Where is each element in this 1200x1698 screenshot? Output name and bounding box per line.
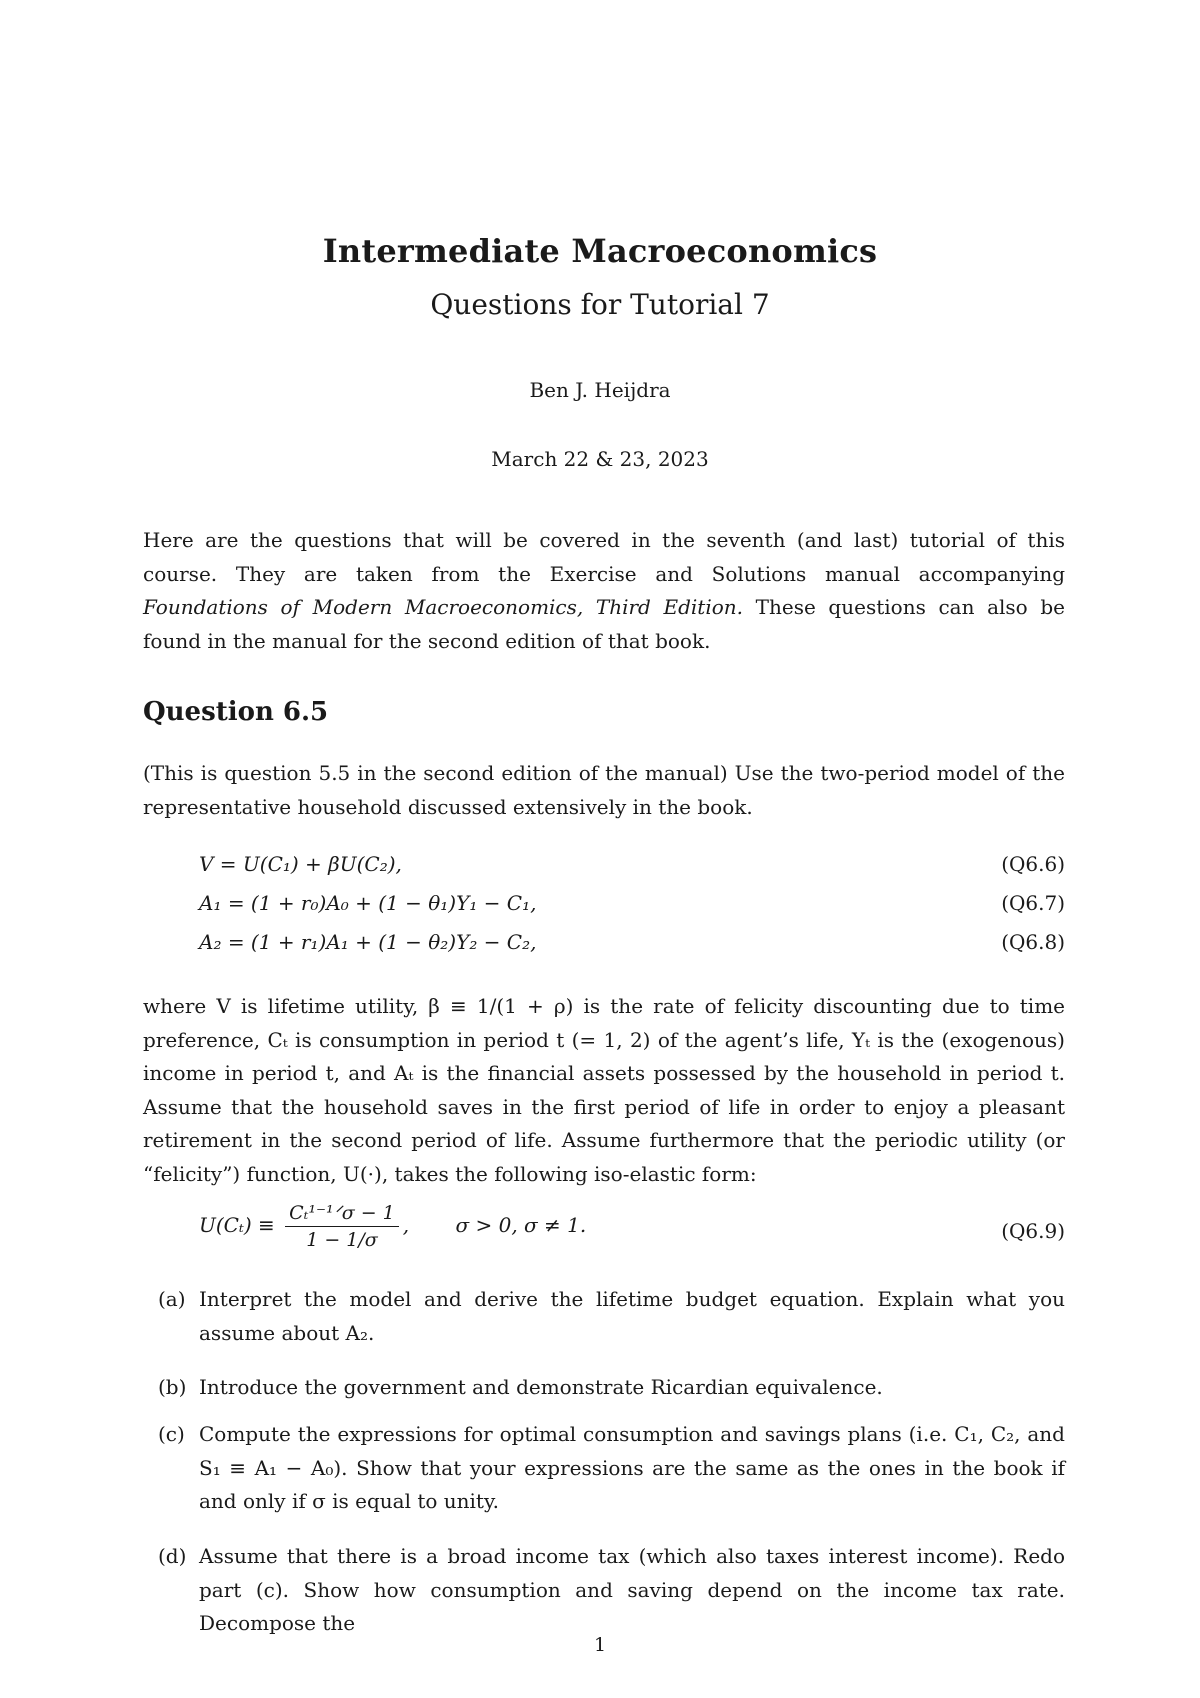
equation-q6-6: V = U(C₁) + βU(C₂),: [199, 852, 402, 876]
item-text: Introduce the government and demonstrate Ricardian equivalence.: [199, 1375, 883, 1399]
equation-number-q6-9: (Q6.9): [1001, 1219, 1065, 1243]
document-title: Intermediate Macroeconomics: [322, 232, 878, 270]
utility-denominator: 1 − 1/σ: [306, 1229, 378, 1251]
utility-comma: ,: [402, 1213, 410, 1237]
question-heading: Question 6.5: [143, 697, 329, 727]
page-number: 1: [593, 1634, 607, 1656]
item-label: (d): [158, 1544, 187, 1568]
intro-text-2: These questions can also be found in the manual for the second edition of that book.: [143, 595, 1065, 653]
equation-number-q6-6: (Q6.6): [1001, 852, 1065, 876]
utility-fraction: [285, 1202, 399, 1251]
item-label: (a): [158, 1287, 186, 1311]
intro-paragraph: [143, 524, 1065, 658]
item-label: (c): [158, 1422, 185, 1446]
utility-condition: σ > 0, σ ≠ 1.: [455, 1213, 587, 1237]
equation-number-q6-7: (Q6.7): [1001, 891, 1065, 915]
equation-q6-8: A₂ = (1 + r₁)A₁ + (1 − θ₂)Y₂ − C₂,: [199, 930, 537, 954]
intro-text-1: Here are the questions that will be covered in the seventh (and last) tutorial of this course. They are taken from the Exercise and Solutions manual accompanying: [143, 528, 1065, 586]
utility-numerator: Cₜ¹⁻¹ᐟσ − 1: [285, 1202, 399, 1227]
model-description: where V is lifetime utility, β ≡ 1/(1 + ρ) is the rate of felicity discounting due to time preference, Cₜ is consumption in period t (= 1, 2) of the agent’s life, Yₜ is the (exogenous) income in period t, and Aₜ is the financial assets possessed by the household in period t. Assume that the household saves in the first period of life in order to enjoy a pleasant retirement in the second period of life. Assume furthermore that the periodic utility (or “felicity”) function, U(·), takes the following iso-elastic form:: [143, 994, 1065, 1186]
book-title: Foundations of Modern Macroeconomics, Third Edition.: [143, 595, 744, 620]
equation-q6-7: A₁ = (1 + r₀)A₀ + (1 − θ₁)Y₁ − C₁,: [199, 891, 537, 915]
equation-q6-9: [199, 1202, 586, 1251]
list-item: [158, 1283, 1065, 1350]
date: March 22 & 23, 2023: [491, 447, 709, 471]
list-item: [158, 1371, 1065, 1405]
list-item: [158, 1540, 1065, 1641]
item-text: Interpret the model and derive the lifetime budget equation. Explain what you assume about A₂.: [199, 1287, 1065, 1345]
question-text: (This is question 5.5 in the second edition of the manual) Use the two-period model of the representative household discussed extensively in the book.: [143, 761, 1065, 819]
item-text: Assume that there is a broad income tax (which also taxes interest income). Redo part (c). Show how consumption and saving depend on the income tax rate. Decompose the: [199, 1544, 1065, 1636]
author: Ben J. Heijdra: [529, 378, 671, 402]
equation-number-q6-8: (Q6.8): [1001, 930, 1065, 954]
item-label: (b): [158, 1375, 187, 1399]
item-text: Compute the expressions for optimal consumption and savings plans (i.e. C₁, C₂, and S₁ ≡ A₁ − A₀). Show that your expressions are the same as the ones in the book if and only if σ is equal to unity.: [199, 1422, 1065, 1514]
utility-lhs: U(Cₜ) ≡: [199, 1213, 275, 1237]
document-subtitle: Questions for Tutorial 7: [430, 288, 770, 321]
list-item: [158, 1418, 1065, 1519]
